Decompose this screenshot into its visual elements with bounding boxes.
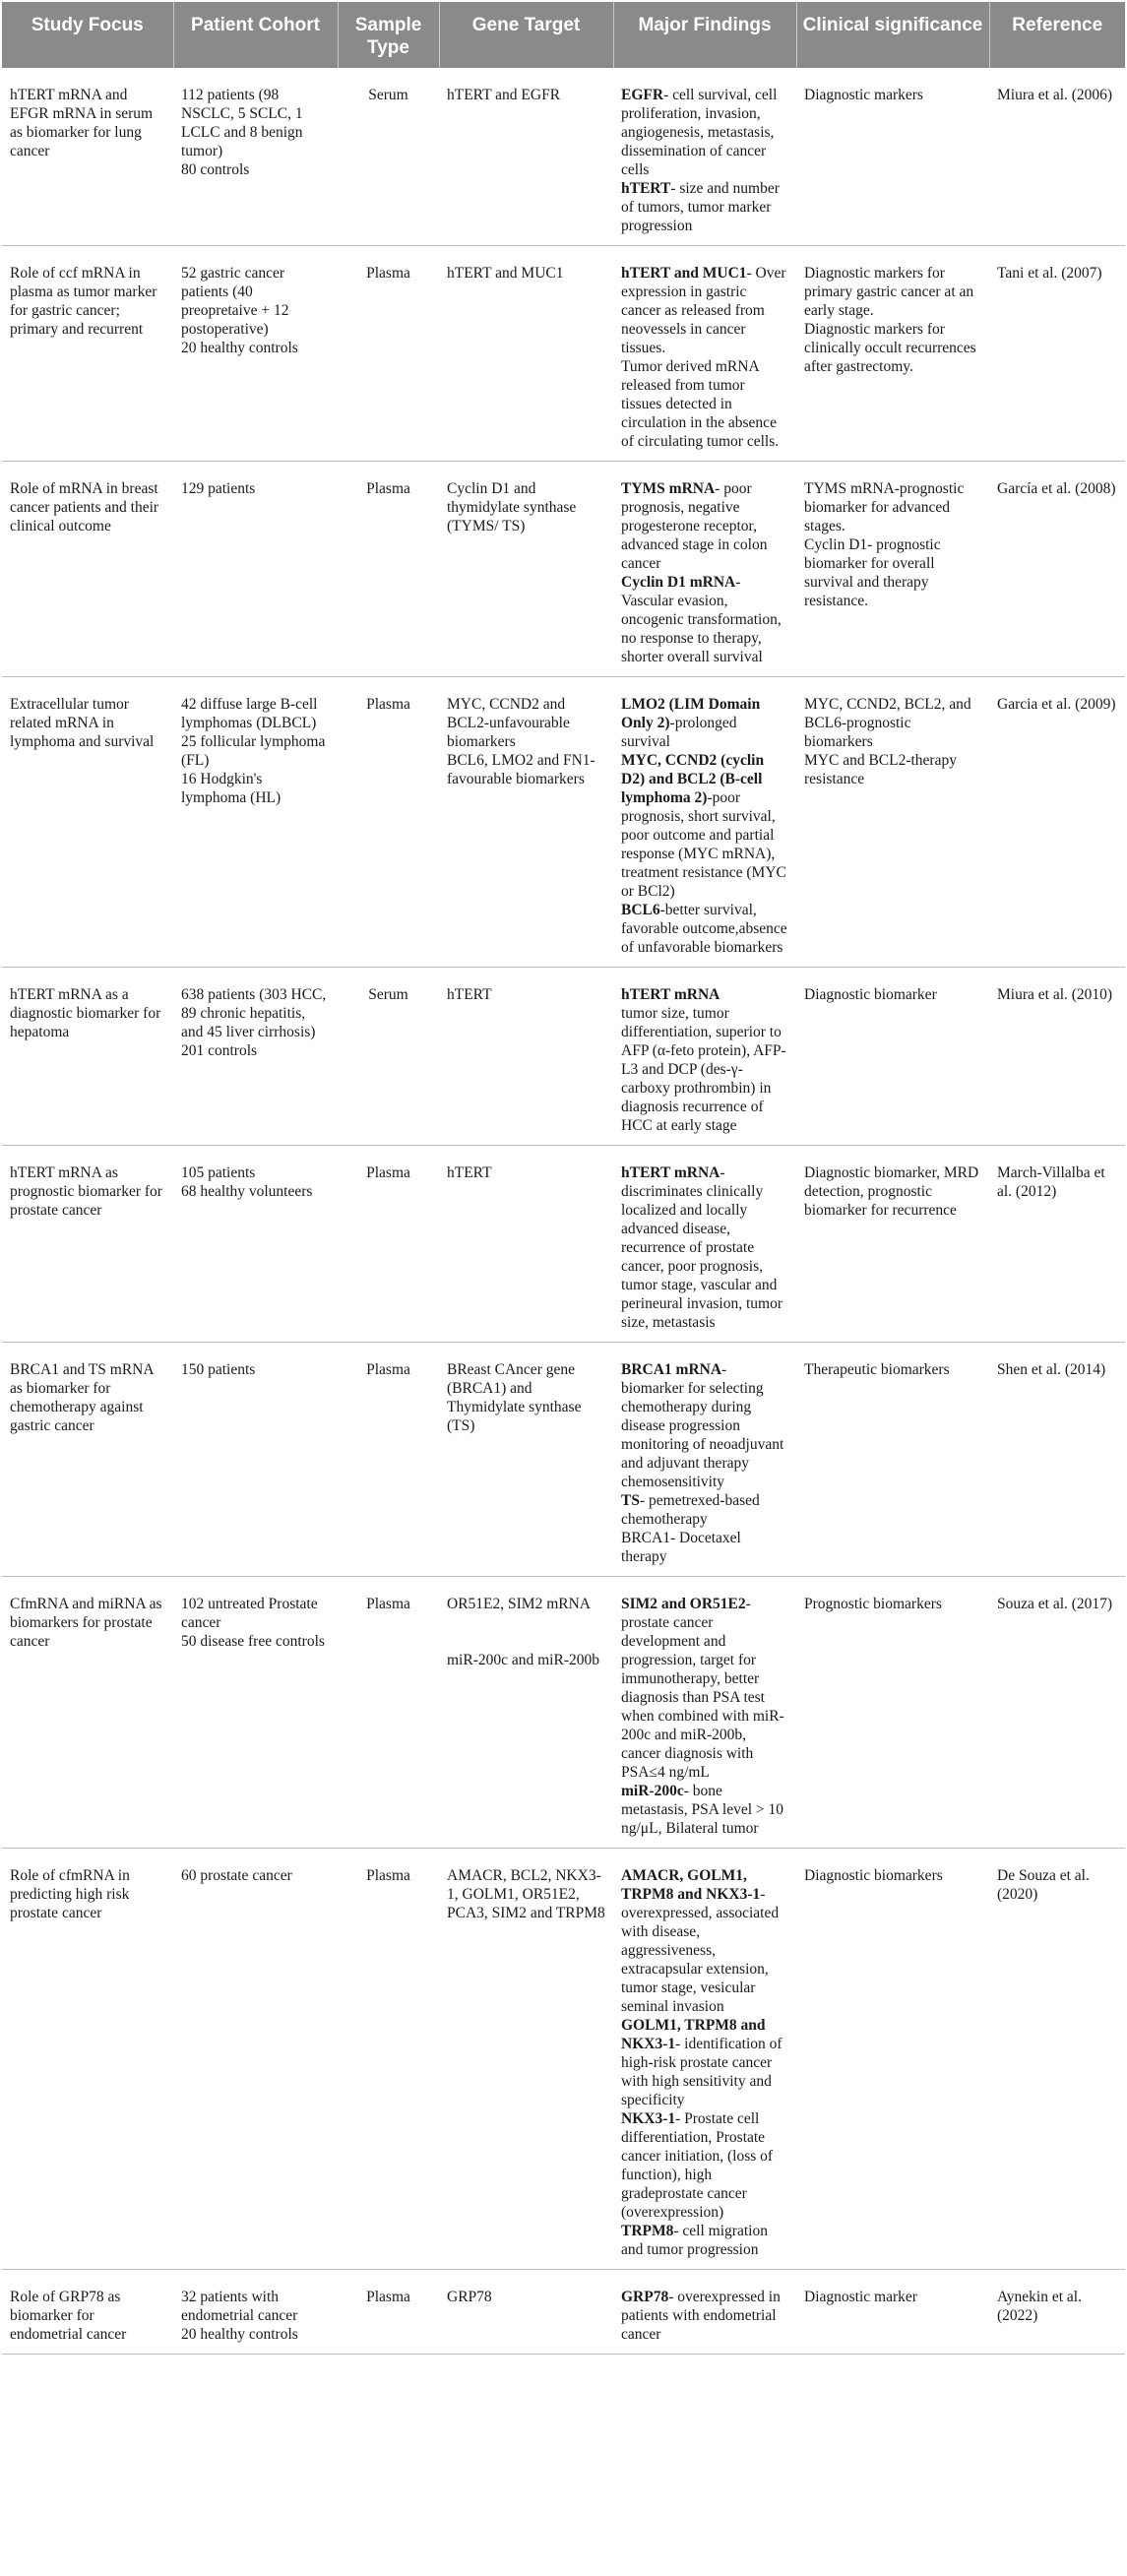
major-findings-cell xyxy=(613,1849,796,2270)
cohort-line: 112 patients (98 NSCLC, 5 SCLC, 1 LCLC and 8 benign tumor) xyxy=(181,87,303,159)
finding xyxy=(621,1595,788,1782)
clinical-line: Diagnostic biomarkers xyxy=(804,1867,943,1884)
finding-text: -poor prognosis, short survival, poor outcome and partial response (MYC mRNA), treatment resistance (MYC or BCl2) xyxy=(621,789,786,900)
finding xyxy=(621,357,788,451)
reference-cell: Shen et al. (2014) xyxy=(989,1343,1125,1577)
finding xyxy=(621,985,788,1004)
cohort-line: 638 patients (303 HCC, 89 chronic hepatitis, and 45 liver cirrhosis) xyxy=(181,986,327,1040)
finding-term: TS xyxy=(621,1492,640,1509)
patient-cohort-cell xyxy=(173,1577,338,1849)
study-focus-cell: Role of cfmRNA in predicting high risk prostate cancer xyxy=(2,1849,173,2270)
finding xyxy=(621,1163,788,1332)
study-focus-cell: hTERT mRNA and EFGR mRNA in serum as biomarker for lung cancer xyxy=(2,68,173,246)
patient-cohort-cell xyxy=(173,68,338,246)
clinical-line: MYC, CCND2, BCL2, and BCL6-prognostic biomarkers xyxy=(804,696,971,750)
study-focus-cell: hTERT mRNA as a diagnostic biomarker for hepatoma xyxy=(2,968,173,1146)
finding-term: AMACR, GOLM1, TRPM8 and NKX3-1 xyxy=(621,1867,761,1903)
cohort-line: 50 disease free controls xyxy=(181,1633,325,1650)
finding-text: - Vascular evasion, oncogenic transformation, no response to therapy, shorter overall survival xyxy=(621,574,782,665)
clinical-significance-cell xyxy=(796,1343,989,1577)
finding xyxy=(621,573,788,666)
sample-type-cell: Plasma xyxy=(338,2270,439,2355)
reference-cell: March-Villalba et al. (2012) xyxy=(989,1146,1125,1343)
finding xyxy=(621,1360,788,1491)
gene-line: hTERT and EGFR xyxy=(447,87,561,103)
cohort-line: 68 healthy volunteers xyxy=(181,1183,313,1200)
gene-target-cell xyxy=(439,246,613,462)
major-findings-cell xyxy=(613,1577,796,1849)
gene-target-cell xyxy=(439,1849,613,2270)
clinical-line: Diagnostic markers for clinically occult recurrences after gastrectomy. xyxy=(804,321,976,375)
finding-term: BCL6 xyxy=(621,902,660,918)
gene-target-cell xyxy=(439,1577,613,1849)
clinical-line: Diagnostic markers xyxy=(804,87,923,103)
gene-line: Cyclin D1 and thymidylate synthase (TYMS/ TS) xyxy=(447,480,577,534)
gene-target-cell xyxy=(439,68,613,246)
finding-text: - identification of high-risk prostate cancer with high sensitivity and specificity xyxy=(621,2036,783,2108)
clinical-line: Prognostic biomarkers xyxy=(804,1596,942,1612)
finding-text: Tumor derived mRNA released from tumor tissues detected in circulation in the absence of circulating tumor cells. xyxy=(621,358,780,450)
header-sample-type: Sample Type xyxy=(338,2,439,68)
gene-line: hTERT and MUC1 xyxy=(447,265,564,282)
patient-cohort-cell xyxy=(173,2270,338,2355)
patient-cohort-cell xyxy=(173,677,338,968)
reference-cell: Aynekin et al. (2022) xyxy=(989,2270,1125,2355)
header-gene-target: Gene Target xyxy=(439,2,613,68)
table-row xyxy=(2,2270,1125,2355)
table-row xyxy=(2,1849,1125,2270)
gene-line: BCL6, LMO2 and FN1-favourable biomarkers xyxy=(447,752,595,787)
header-study-focus: Study Focus xyxy=(2,2,173,68)
finding xyxy=(621,86,788,179)
finding xyxy=(621,1004,788,1135)
clinical-line: Diagnostic biomarker xyxy=(804,986,937,1003)
sample-type-cell: Plasma xyxy=(338,1343,439,1577)
finding-text: - cell migration and tumor progression xyxy=(621,2223,768,2258)
study-focus-cell: Role of GRP78 as biomarker for endometrial cancer xyxy=(2,2270,173,2355)
clinical-line: TYMS mRNA-prognostic biomarker for advanced stages. xyxy=(804,480,965,534)
finding-term: hTERT and MUC1 xyxy=(621,265,747,282)
finding-text: BRCA1- Docetaxel therapy xyxy=(621,1530,741,1565)
header-reference: Reference xyxy=(989,2,1125,68)
clinical-significance-cell xyxy=(796,1849,989,2270)
gene-line: hTERT xyxy=(447,1164,492,1181)
table-row xyxy=(2,1343,1125,1577)
clinical-line: Cyclin D1- prognostic biomarker for overall survival and therapy resistance. xyxy=(804,536,941,609)
finding-text: - poor prognosis, negative progesterone receptor, advanced stage in colon cancer xyxy=(621,480,768,572)
cohort-line: 102 untreated Prostate cancer xyxy=(181,1596,318,1631)
table-row xyxy=(2,246,1125,462)
cohort-line: 150 patients xyxy=(181,1361,256,1378)
gene-line: BReast CAncer gene (BRCA1) and Thymidylate synthase (TS) xyxy=(447,1361,582,1434)
gene-line: OR51E2, SIM2 mRNA xyxy=(447,1596,591,1612)
header-clinical-significance: Clinical significance xyxy=(796,2,989,68)
reference-cell: Souza et al. (2017) xyxy=(989,1577,1125,1849)
cohort-line: 201 controls xyxy=(181,1042,258,1059)
finding xyxy=(621,479,788,573)
table-row xyxy=(2,462,1125,677)
clinical-significance-cell xyxy=(796,462,989,677)
finding xyxy=(621,1491,788,1529)
finding-term: TYMS mRNA xyxy=(621,480,716,497)
header-major-findings: Major Findings xyxy=(613,2,796,68)
finding-text: - pemetrexed-based chemotherapy xyxy=(621,1492,760,1528)
finding-text: - size and number of tumors, tumor marker progression xyxy=(621,180,780,234)
major-findings-cell xyxy=(613,677,796,968)
reference-cell: Garcia et al. (2009) xyxy=(989,677,1125,968)
cohort-line: 32 patients with endometrial cancer xyxy=(181,2289,298,2324)
study-focus-cell: CfmRNA and miRNA as biomarkers for prostate cancer xyxy=(2,1577,173,1849)
study-focus-cell: Extracellular tumor related mRNA in lymphoma and survival xyxy=(2,677,173,968)
gene-line: MYC, CCND2 and BCL2-unfavourable biomarkers xyxy=(447,696,570,750)
finding-text: - overexpressed, associated with disease, aggressiveness, extracapsular extension, tumor stage, vesicular seminal invasion xyxy=(621,1886,780,2015)
patient-cohort-cell xyxy=(173,462,338,677)
major-findings-cell xyxy=(613,1146,796,1343)
finding xyxy=(621,695,788,751)
finding-term: GOLM1, TRPM8 and NKX3-1 xyxy=(621,2017,766,2052)
gene-line: miR-200c and miR-200b xyxy=(447,1652,599,1668)
clinical-line: MYC and BCL2-therapy resistance xyxy=(804,752,957,787)
gene-target-cell xyxy=(439,462,613,677)
finding xyxy=(621,2109,788,2222)
finding xyxy=(621,264,788,357)
finding-term: GRP78 xyxy=(621,2289,669,2305)
clinical-line: Diagnostic biomarker, MRD detection, prognostic biomarker for recurrence xyxy=(804,1164,979,1219)
sample-type-cell: Plasma xyxy=(338,246,439,462)
finding-term: EGFR xyxy=(621,87,664,103)
finding-text: -better survival, favorable outcome,absence of unfavorable biomarkers xyxy=(621,902,787,956)
finding-term: hTERT xyxy=(621,180,671,197)
patient-cohort-cell xyxy=(173,1146,338,1343)
finding-term: TRPM8 xyxy=(621,2223,674,2239)
major-findings-cell xyxy=(613,246,796,462)
cohort-line: 105 patients xyxy=(181,1164,256,1181)
finding-term: MYC, CCND2 (cyclin D2) and BCL2 (B-cell lymphoma 2) xyxy=(621,752,765,806)
reference-cell: De Souza et al. (2020) xyxy=(989,1849,1125,2270)
gene-target-cell xyxy=(439,677,613,968)
finding xyxy=(621,2288,788,2344)
cohort-line: 25 follicular lymphoma (FL) xyxy=(181,733,326,769)
clinical-significance-cell xyxy=(796,68,989,246)
sample-type-cell: Plasma xyxy=(338,462,439,677)
patient-cohort-cell xyxy=(173,1343,338,1577)
finding-text: - bone metastasis, PSA level > 10 ng/μL, Bilateral tumor xyxy=(621,1783,784,1837)
finding-text: -prolonged survival xyxy=(621,715,737,750)
clinical-significance-cell xyxy=(796,246,989,462)
study-focus-cell: hTERT mRNA as prognostic biomarker for prostate cancer xyxy=(2,1146,173,1343)
gene-line: GRP78 xyxy=(447,2289,492,2305)
clinical-significance-cell xyxy=(796,677,989,968)
gene-target-cell xyxy=(439,1146,613,1343)
cohort-line: 16 Hodgkin's lymphoma (HL) xyxy=(181,771,282,806)
finding xyxy=(621,901,788,957)
reference-cell: Miura et al. (2006) xyxy=(989,68,1125,246)
sample-type-cell: Plasma xyxy=(338,1146,439,1343)
table-row xyxy=(2,68,1125,246)
finding-term: hTERT mRNA xyxy=(621,986,720,1003)
cohort-line: 80 controls xyxy=(181,161,250,178)
finding-text: tumor size, tumor differentiation, superior to AFP (α-feto protein), AFP-L3 and DCP (des-γ-carboxy prothrombin) in diagnosis recurrence of HCC at early stage xyxy=(621,1005,786,1134)
finding-text: - biomarker for selecting chemotherapy during disease progression monitoring of neoadjuvant and adjuvant therapy chemosensitivity xyxy=(621,1361,784,1490)
clinical-significance-cell xyxy=(796,968,989,1146)
finding xyxy=(621,2016,788,2109)
header-patient-cohort: Patient Cohort xyxy=(173,2,338,68)
clinical-line: Therapeutic biomarkers xyxy=(804,1361,950,1378)
finding xyxy=(621,2222,788,2259)
cohort-line: 42 diffuse large B-cell lymphomas (DLBCL) xyxy=(181,696,318,731)
major-findings-cell xyxy=(613,462,796,677)
major-findings-cell xyxy=(613,2270,796,2355)
gene-line: AMACR, BCL2, NKX3-1, GOLM1, OR51E2, PCA3, SIM2 and TRPM8 xyxy=(447,1867,605,1921)
cohort-line: 60 prostate cancer xyxy=(181,1867,292,1884)
gene-line: hTERT xyxy=(447,986,492,1003)
study-table xyxy=(2,2,1125,2355)
cohort-line: 20 healthy controls xyxy=(181,2326,298,2343)
table-row xyxy=(2,968,1125,1146)
cohort-line: 129 patients xyxy=(181,480,256,497)
study-focus-cell: Role of ccf mRNA in plasma as tumor marker for gastric cancer; primary and recurrent xyxy=(2,246,173,462)
finding xyxy=(621,179,788,235)
patient-cohort-cell xyxy=(173,968,338,1146)
finding-text: - Prostate cell differentiation, Prostate cancer initiation, (loss of function), high gradeprostate cancer (overexpression) xyxy=(621,2110,774,2221)
cohort-line: 20 healthy controls xyxy=(181,340,298,356)
reference-cell: García et al. (2008) xyxy=(989,462,1125,677)
sample-type-cell: Plasma xyxy=(338,677,439,968)
header-row xyxy=(2,2,1125,68)
table-row xyxy=(2,677,1125,968)
study-focus-cell: BRCA1 and TS mRNA as biomarker for chemotherapy against gastric cancer xyxy=(2,1343,173,1577)
clinical-line: Diagnostic markers for primary gastric cancer at an early stage. xyxy=(804,265,974,319)
gene-target-cell xyxy=(439,968,613,1146)
finding-text: - discriminates clinically localized and locally advanced disease, recurrence of prostate cancer, poor prognosis, tumor stage, vascular and perineural invasion, tumor size, metastasis xyxy=(621,1164,783,1331)
major-findings-cell xyxy=(613,968,796,1146)
patient-cohort-cell xyxy=(173,1849,338,2270)
study-focus-cell: Role of mRNA in breast cancer patients and their clinical outcome xyxy=(2,462,173,677)
clinical-significance-cell xyxy=(796,1146,989,1343)
finding-term: miR-200c xyxy=(621,1783,684,1799)
gene-target-cell xyxy=(439,2270,613,2355)
clinical-line: Diagnostic marker xyxy=(804,2289,917,2305)
table-body xyxy=(2,68,1125,2355)
finding-term: NKX3-1 xyxy=(621,2110,676,2127)
finding xyxy=(621,751,788,901)
reference-cell: Miura et al. (2010) xyxy=(989,968,1125,1146)
reference-cell: Tani et al. (2007) xyxy=(989,246,1125,462)
finding xyxy=(621,1782,788,1838)
finding xyxy=(621,1529,788,1566)
finding-term: SIM2 and OR51E2 xyxy=(621,1596,746,1612)
finding-term: hTERT mRNA xyxy=(621,1164,720,1181)
major-findings-cell xyxy=(613,1343,796,1577)
finding-text: - Over expression in gastric cancer as released from neovessels in cancer tissues. xyxy=(621,265,786,356)
table-row xyxy=(2,1146,1125,1343)
clinical-significance-cell xyxy=(796,1577,989,1849)
finding-term: Cyclin D1 mRNA xyxy=(621,574,736,591)
finding xyxy=(621,1866,788,2016)
sample-type-cell: Plasma xyxy=(338,1849,439,2270)
finding-text: - cell survival, cell proliferation, invasion, angiogenesis, metastasis, dissemination of cancer cells xyxy=(621,87,778,178)
finding-term: LMO2 (LIM Domain Only 2) xyxy=(621,696,761,731)
finding-text: - prostate cancer development and progression, target for immunotherapy, better diagnosis than PSA test when combined with miR-200c and miR-200b, cancer diagnosis with PSA≤4 ng/mL xyxy=(621,1596,784,1781)
gene-target-cell xyxy=(439,1343,613,1577)
sample-type-cell: Serum xyxy=(338,68,439,246)
sample-type-cell: Serum xyxy=(338,968,439,1146)
table-row xyxy=(2,1577,1125,1849)
cohort-line: 52 gastric cancer patients (40 preopretaive + 12 postoperative) xyxy=(181,265,289,338)
finding-term: BRCA1 mRNA xyxy=(621,1361,722,1378)
sample-type-cell: Plasma xyxy=(338,1577,439,1849)
spacer xyxy=(447,1613,605,1651)
major-findings-cell xyxy=(613,68,796,246)
patient-cohort-cell xyxy=(173,246,338,462)
finding-text: - overexpressed in patients with endometrial cancer xyxy=(621,2289,781,2343)
clinical-significance-cell xyxy=(796,2270,989,2355)
